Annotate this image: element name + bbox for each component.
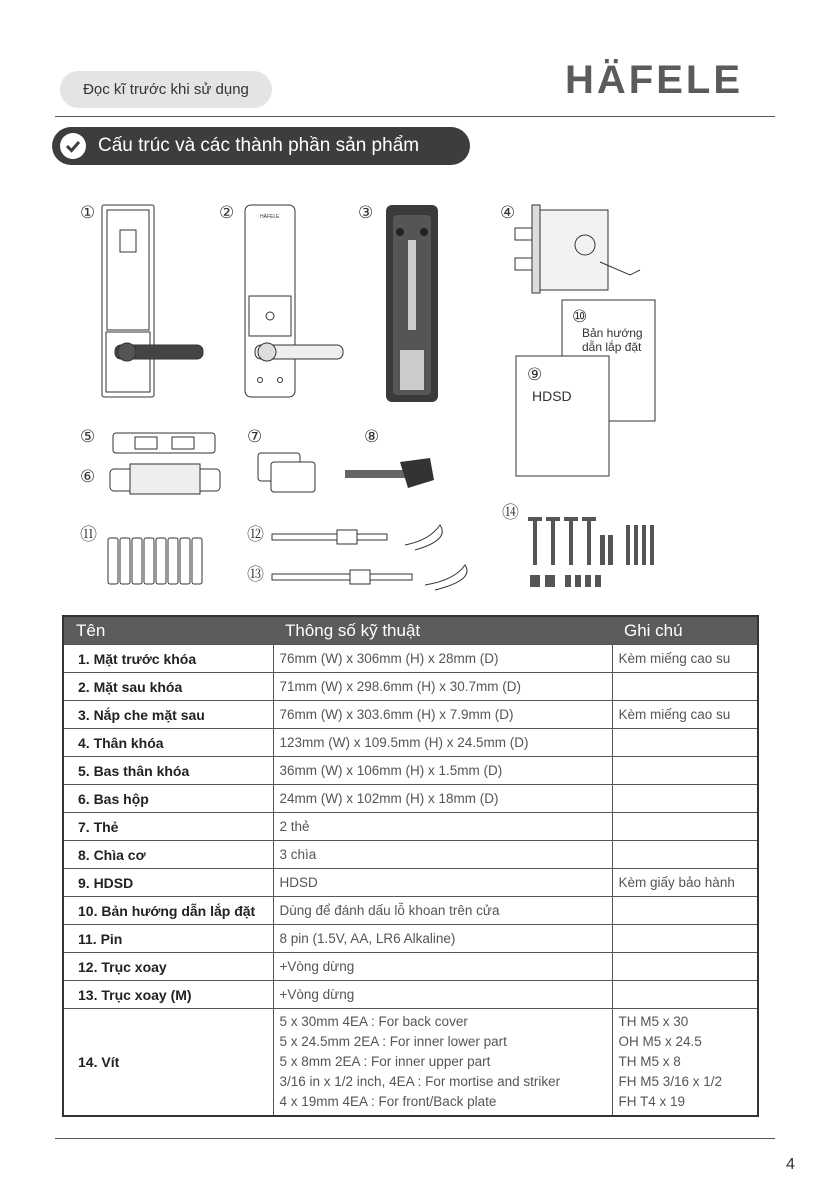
screw-note: FH T4 x 19	[618, 1094, 686, 1109]
cell-spec: 8 pin (1.5V, AA, LR6 Alkaline)	[273, 925, 612, 953]
table-row	[63, 645, 758, 673]
spindles	[272, 525, 467, 590]
screw-spec: 5 x 30mm 4EA : For back cover	[279, 1014, 468, 1029]
label-7: ⑦	[247, 427, 263, 446]
label-2: ②	[219, 203, 235, 222]
label-14: ⑭	[502, 503, 519, 522]
cell-spec: HDSD	[273, 869, 612, 897]
mortise-body	[515, 205, 640, 293]
cell-spec	[273, 1009, 612, 1117]
cell-note	[612, 1009, 758, 1117]
hafele-logo: HÄFELE	[565, 58, 743, 102]
back-lock-body	[245, 205, 343, 397]
front-lock-body	[102, 205, 203, 397]
cell-note	[612, 757, 758, 785]
cell-note	[612, 953, 758, 981]
cell-spec: Dùng để đánh dấu lỗ khoan trên cửa	[273, 897, 612, 925]
table-row	[63, 757, 758, 785]
page-number: 4	[786, 1156, 795, 1173]
table-row	[63, 925, 758, 953]
label-3: ③	[358, 203, 374, 222]
table-row	[63, 841, 758, 869]
cell-name: 14. Vít	[63, 1009, 273, 1117]
label-5: ⑤	[80, 427, 96, 446]
table-row-screws	[63, 1009, 758, 1117]
table-row	[63, 897, 758, 925]
screw-note: OH M5 x 24.5	[618, 1034, 702, 1049]
label-12: ⑫	[247, 525, 264, 544]
cell-note: Kèm miếng cao su	[612, 701, 758, 729]
screws	[528, 517, 654, 587]
table-row	[63, 673, 758, 701]
table-row	[63, 813, 758, 841]
screw-note: FH M5 3/16 x 1/2	[618, 1074, 723, 1089]
table-row	[63, 869, 758, 897]
cell-note	[612, 897, 758, 925]
cell-spec: 24mm (W) x 102mm (H) x 18mm (D)	[273, 785, 612, 813]
column-header-note: Ghi chú	[612, 616, 758, 645]
table-row	[63, 729, 758, 757]
key-cards	[258, 453, 315, 492]
cell-name: 1. Mặt trước khóa	[63, 645, 273, 673]
screw-note: TH M5 x 30	[618, 1014, 689, 1029]
screw-spec: 3/16 in x 1/2 inch, 4EA : For mortise and striker	[279, 1074, 561, 1089]
cell-note	[612, 981, 758, 1009]
install-guide-text-1: Bản hướng	[582, 326, 643, 340]
cell-note	[612, 729, 758, 757]
table-header-row	[63, 616, 758, 645]
cell-name: 10. Bản hướng dẫn lắp đặt	[63, 897, 273, 925]
label-1: ①	[80, 203, 96, 222]
user-manual-text: HDSD	[532, 388, 572, 404]
specifications-table	[62, 615, 759, 1117]
screw-spec: 5 x 8mm 2EA : For inner upper part	[279, 1054, 491, 1069]
cell-spec: 3 chìa	[273, 841, 612, 869]
mechanical-key	[345, 458, 434, 488]
label-4: ④	[500, 203, 516, 222]
front-logo: HÄFELE	[260, 214, 280, 220]
label-10: ⑩	[572, 307, 588, 326]
back-cover	[386, 205, 438, 402]
screw-spec: 5 x 24.5mm 2EA : For inner lower part	[279, 1034, 507, 1049]
label-9: ⑨	[527, 365, 543, 384]
cell-name: 11. Pin	[63, 925, 273, 953]
batteries	[108, 538, 202, 584]
cell-note	[612, 673, 758, 701]
column-header-name: Tên	[63, 616, 273, 645]
cell-name: 5. Bas thân khóa	[63, 757, 273, 785]
cell-name: 3. Nắp che mặt sau	[63, 701, 273, 729]
cell-spec: 76mm (W) x 306mm (H) x 28mm (D)	[273, 645, 612, 673]
table-row	[63, 981, 758, 1009]
cell-name: 2. Mặt sau khóa	[63, 673, 273, 701]
striker-plate	[113, 433, 215, 453]
label-13: ⑬	[247, 565, 264, 584]
cell-spec: 71mm (W) x 298.6mm (H) x 30.7mm (D)	[273, 673, 612, 701]
cell-spec: 76mm (W) x 303.6mm (H) x 7.9mm (D)	[273, 701, 612, 729]
cell-name: 12. Trục xoay	[63, 953, 273, 981]
table-row	[63, 701, 758, 729]
label-6: ⑥	[80, 467, 96, 486]
cell-spec: 36mm (W) x 106mm (H) x 1.5mm (D)	[273, 757, 612, 785]
cell-note	[612, 813, 758, 841]
cell-note	[612, 841, 758, 869]
table-row	[63, 953, 758, 981]
footer-divider	[55, 1138, 775, 1139]
column-header-spec: Thông số kỹ thuật	[273, 616, 612, 645]
box-strike	[110, 464, 220, 494]
cell-note	[612, 925, 758, 953]
screw-note: TH M5 x 8	[618, 1054, 681, 1069]
cell-name: 4. Thân khóa	[63, 729, 273, 757]
label-8: ⑧	[364, 427, 380, 446]
cell-name: 13. Trục xoay (M)	[63, 981, 273, 1009]
cell-name: 9. HDSD	[63, 869, 273, 897]
cell-name: 8. Chìa cơ	[63, 841, 273, 869]
cell-note: Kèm giấy bảo hành	[612, 869, 758, 897]
cell-spec: 123mm (W) x 109.5mm (H) x 24.5mm (D)	[273, 729, 612, 757]
read-before-use-pill: Đọc kĩ trước khi sử dụng	[60, 71, 272, 108]
cell-note: Kèm miếng cao su	[612, 645, 758, 673]
install-guide-text-2: dẫn lắp đặt	[582, 340, 642, 354]
table-row	[63, 785, 758, 813]
cell-name: 6. Bas hộp	[63, 785, 273, 813]
section-title: Cấu trúc và các thành phần sản phẩm	[98, 135, 420, 156]
cell-note	[612, 785, 758, 813]
cell-spec: +Vòng dừng	[273, 953, 612, 981]
cell-spec: +Vòng dừng	[273, 981, 612, 1009]
label-11: ⑪	[80, 525, 97, 544]
cell-spec: 2 thẻ	[273, 813, 612, 841]
screw-spec: 4 x 19mm 4EA : For front/Back plate	[279, 1094, 497, 1109]
cell-name: 7. Thẻ	[63, 813, 273, 841]
